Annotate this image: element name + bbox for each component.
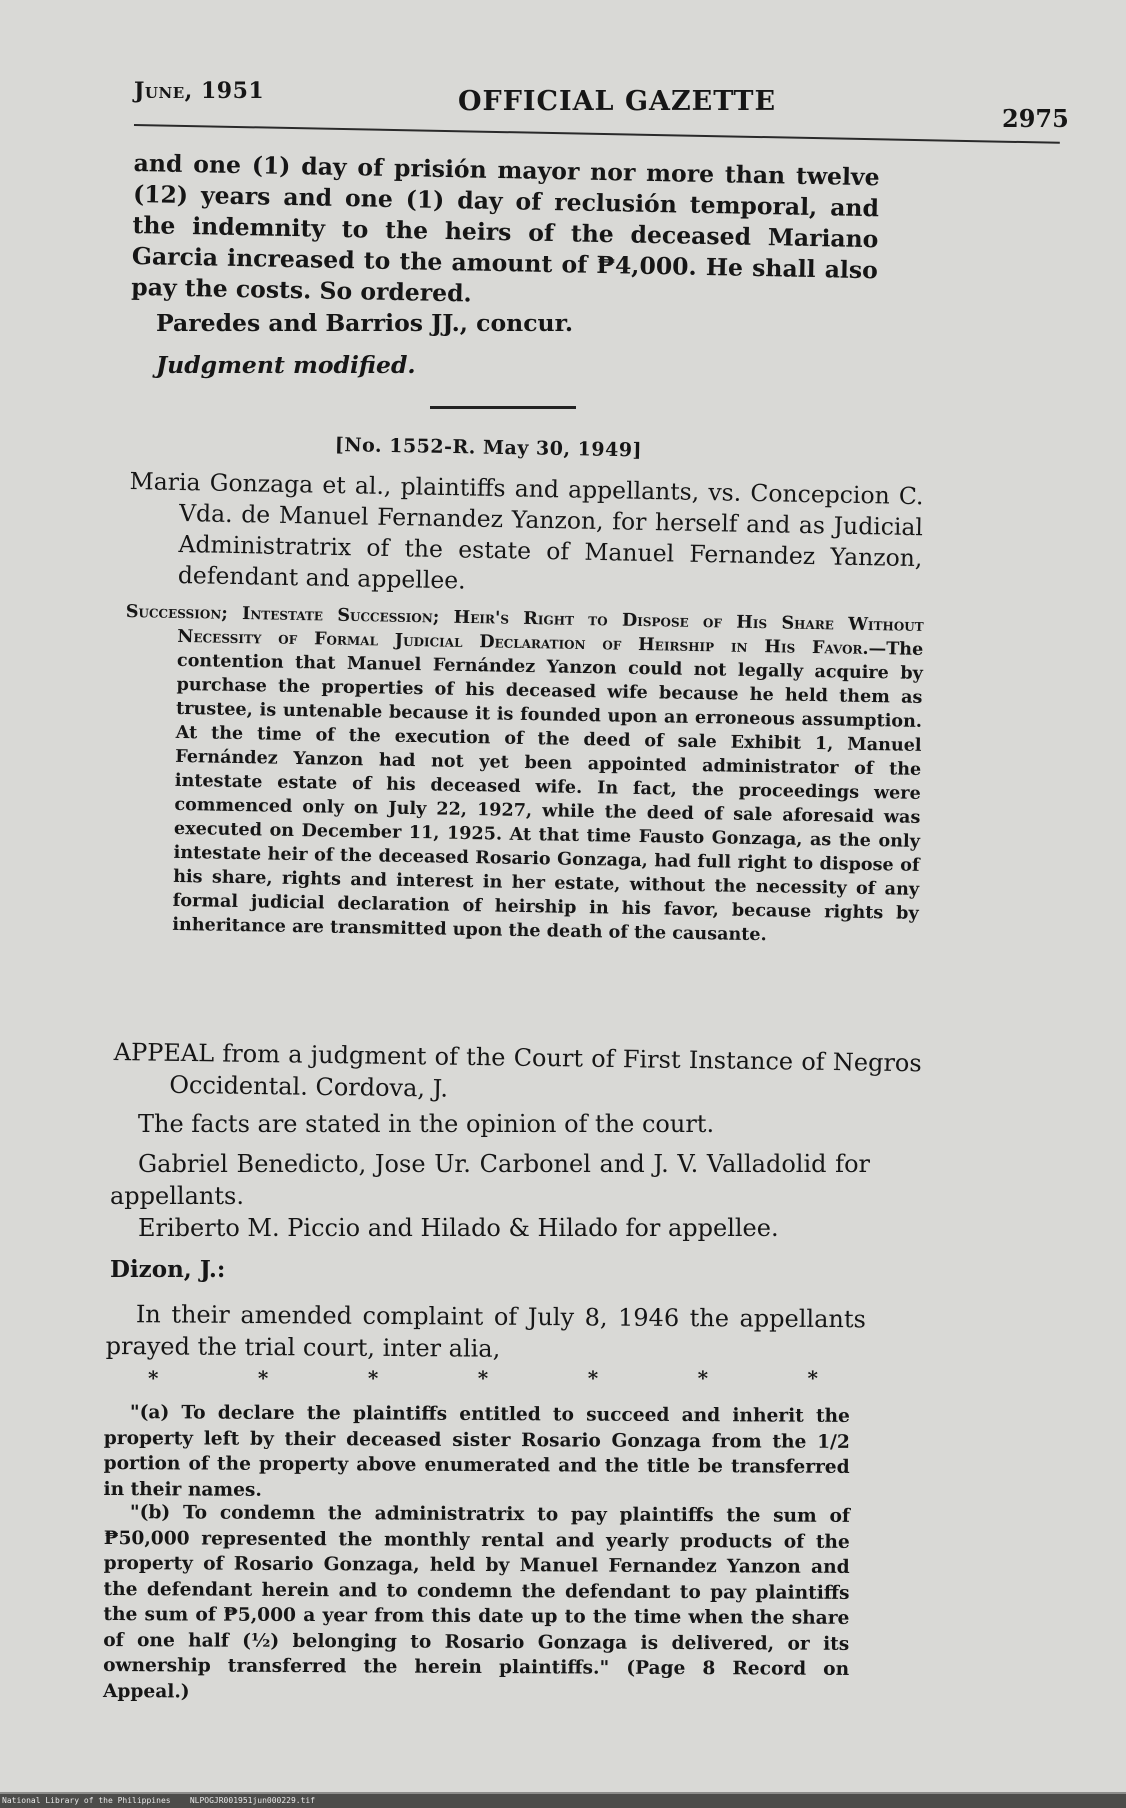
asterisk: * [807,1366,818,1390]
publication-title: OFFICIAL GAZETTE [458,86,777,117]
concurrence-line: Paredes and Barrios JJ., concur. [156,309,574,337]
appeal-line: APPEAL from a judgment of the Court of First Instance of Negros Occidental. Cordova, J. [113,1037,922,1103]
asterisk: * [367,1366,379,1390]
case-caption: Maria Gonzaga et al., plaintiffs and appellants, vs. Concepcion C. Vda. de Manuel Fernandez Yanzon, for herself and as Judicial Administratrix of the estate of Manuel Fernandez Yanzon, defendant and appellee. [129,466,924,595]
asterisk: * [257,1366,269,1390]
header-rule [134,124,1060,144]
asterisk: * [477,1366,489,1390]
asterisk: * [587,1366,599,1390]
case-number: [No. 1552-R. May 30, 1949] [334,434,643,462]
page-number: 2975 [1002,104,1069,133]
counsel-appellee: Eriberto M. Piccio and Hilado & Hilado for appellee. [138,1214,779,1242]
syllabus-heading: Succession; Intestate Succession; Heir's Right to Dispose of His Share Without Necessity of Formal Judicial Declaration of Heirship in His Favor. [125,600,924,659]
asterisk: * [148,1366,159,1390]
counsel-appellants: Gabriel Benedicto, Jose Ur. Carbonel and J. V. Valladolid for appellants. [110,1150,870,1210]
ponente: Dizon, J.: [110,1256,226,1283]
syllabus-paragraph [120,600,924,950]
continuation-paragraph: and one (1) day of prisión mayor nor more than twelve (12) years and one (1) day of reclusión temporal, and the indemnity to the heirs of the deceased Mariano Garcia increased to the amount of ₱4,000. He shall also pay the costs. So ordered. [131,148,880,308]
quoted-prayer-a: "(a) To declare the plaintiffs entitled to succeed and inherit the property left by their deceased sister Rosario Gonzaga from the 1/2 portion of the property above enumerated and the title be transferred in their names. [103,1402,850,1501]
opinion-intro: In their amended complaint of July 8, 1946 the appellants prayed the trial court, inter alia, [105,1300,866,1363]
disposition-line: Judgment modified. [156,351,416,379]
scan-footer: National Library of the Philippines NLPOGJR001951jun000229.tif [0,1794,1126,1808]
asterisk: * [697,1366,709,1390]
section-divider [430,406,576,409]
syllabus-body: —The contention that Manuel Fernández Yanzon could not legally acquire by purchase the properties of his deceased wife because he held them as trustee, is untenable because it is founded upon an erroneous assumption. At the time of the execution of the deed of sale Exhibit 1, Manuel Fernández Yanzon had not yet been appointed administrator of the intestate estate of his deceased wife. In fact, the proceedings were commenced only on July 22, 1927, while the deed of sale aforesaid was executed on December 11, 1925. At that time Fausto Gonzaga, as the only intestate heir of the deceased Rosario Gonzaga, had full right to dispose of his share, rights and interest in her estate, without the necessity of any formal judicial declaration of heirship in his favor, because rights by inheritance are transmitted upon the death of the causante. [172,637,924,946]
facts-line: The facts are stated in the opinion of the court. [138,1110,715,1138]
ellipsis-asterisks [148,1366,818,1390]
issue-date: June, 1951 [134,78,265,104]
quoted-prayer-b: "(b) To condemn the administratrix to pay plaintiffs the sum of ₱50,000 represented the monthly rental and yearly products of the property of Rosario Gonzaga, held by Manuel Fernandez Yanzon and the defendant herein and to condemn the defendant to pay plaintiffs the sum of ₱5,000 a year from this date up to the time when the share of one half (½) belonging to Rosario Gonzaga is delivered, or its ownership transferred the herein plaintiffs." (Page 8 Record on Appeal.) [102,1502,850,1702]
